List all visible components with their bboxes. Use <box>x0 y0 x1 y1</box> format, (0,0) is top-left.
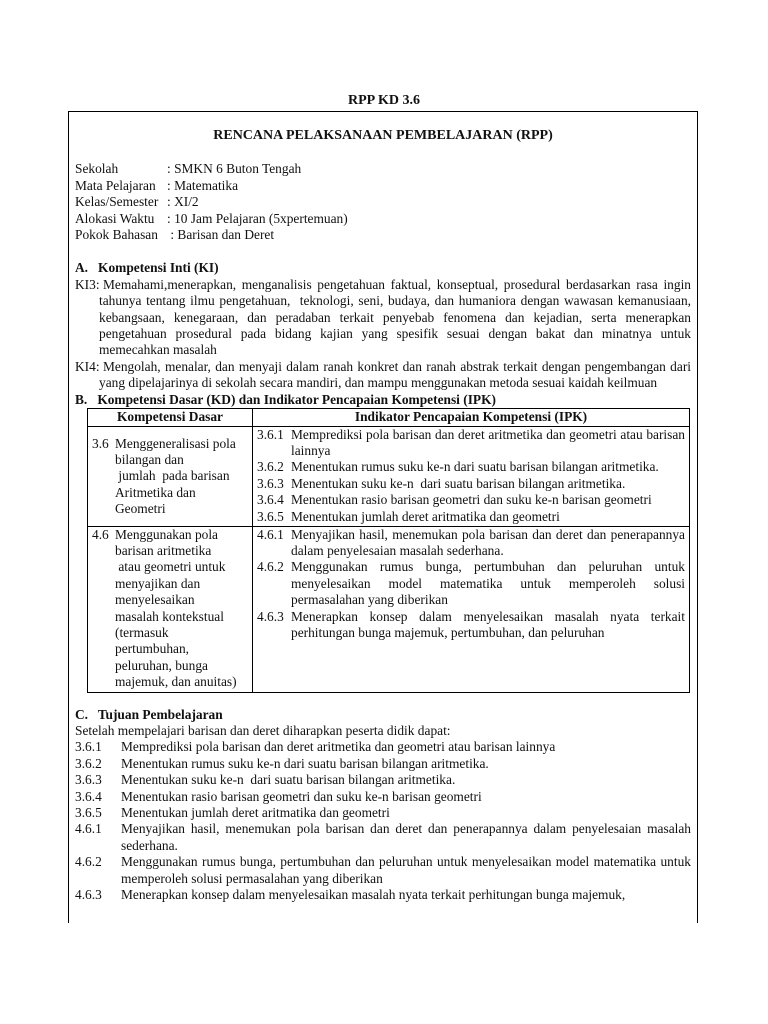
ki4-paragraph <box>75 359 691 392</box>
kd-line: majemuk, dan anuitas) <box>115 674 237 690</box>
ipk-item <box>257 559 685 608</box>
identity-value: : SMKN 6 Buton Tengah <box>167 161 302 177</box>
kd-item <box>92 527 248 691</box>
ipk-text: Menyajikan hasil, menemukan pola barisan dan deret dan penerapannya dalam penyelesaian masalah sederhana. <box>291 526 685 558</box>
identity-label: Pokok Bahasan <box>75 227 158 243</box>
identity-row-time <box>75 211 691 227</box>
ipk-number: 3.6.4 <box>257 492 284 508</box>
kd-line: Aritmetika dan <box>115 484 196 500</box>
document-title: RPP KD 3.6 <box>348 93 420 108</box>
ipk-text: Menentukan rumus suku ke-n dari suatu barisan bilangan aritmetika. <box>291 459 659 475</box>
kd-line: Menggunakan pola <box>115 526 219 542</box>
column-header-kd: Kompetensi Dasar <box>88 409 253 426</box>
table-row <box>88 526 690 692</box>
kd-line: atau geometri untuk <box>115 559 226 575</box>
kd-line: peluruhan, bunga <box>115 657 208 673</box>
ipk-number: 3.6.2 <box>257 459 284 475</box>
ipk-number: 3.6.1 <box>257 426 284 442</box>
table-row <box>88 426 690 526</box>
identity-row-class <box>75 194 691 210</box>
kd-cell <box>88 526 253 692</box>
tujuan-number: 4.6.1 <box>75 821 102 837</box>
ipk-text: Memprediksi pola barisan dan deret aritmetika dan geometri atau barisan lainnya <box>291 426 685 458</box>
ipk-item <box>257 609 685 642</box>
identity-label: Alokasi Waktu <box>75 210 155 226</box>
list-item <box>75 772 691 788</box>
identity-row-subject <box>75 178 691 194</box>
ki4-label: KI4: <box>75 358 100 374</box>
identity-block <box>75 161 691 243</box>
list-item <box>75 805 691 821</box>
tujuan-number: 3.6.3 <box>75 772 102 788</box>
kd-line: menyajikan dan <box>115 575 201 591</box>
ki3-paragraph <box>75 277 691 359</box>
kd-line: bilangan dan <box>115 451 184 467</box>
list-item <box>75 854 691 887</box>
ipk-number: 4.6.2 <box>257 559 284 575</box>
ipk-text: Menerapkan konsep dalam menyelesaikan masalah nyata terkait perhitungan bunga majemuk, pertumbuhan, dan peluruhan <box>291 608 685 640</box>
table-header-row <box>88 409 690 426</box>
ki3-label: KI3: <box>75 276 100 292</box>
tujuan-text: Menggunakan rumus bunga, pertumbuhan dan peluruhan untuk menyelesaikan model matematika untuk memperoleh solusi permasalahan yang diberikan <box>121 854 691 886</box>
kd-line: Menggeneralisasi pola <box>115 435 236 451</box>
tujuan-number: 3.6.5 <box>75 805 102 821</box>
kd-line: Geometri <box>115 501 166 517</box>
kd-line: masalah kontekstual <box>115 608 224 624</box>
kd-cell <box>88 426 253 526</box>
column-header-ipk: Indikator Pencapaian Kompetensi (IPK) <box>253 409 690 426</box>
list-item <box>75 756 691 772</box>
tujuan-text: Menerapkan konsep dalam menyelesaikan masalah nyata terkait perhitungan bunga majemuk, <box>121 887 626 903</box>
ipk-cell <box>253 426 690 526</box>
kd-line: (termasuk <box>115 624 169 640</box>
tujuan-number: 3.6.2 <box>75 755 102 771</box>
ipk-item <box>257 509 685 525</box>
identity-label: Kelas/Semester <box>75 194 159 210</box>
rpp-frame <box>68 111 698 923</box>
identity-value: : XI/2 <box>167 194 199 210</box>
list-item <box>75 789 691 805</box>
ki4-text: Mengolah, menalar, dan menyaji dalam ranah konkret dan ranah abstrak terkait dengan pengembangan dari yang dipelajarinya di sekolah secara mandiri, dan mampu menggunakan metoda sesuai kaidah keilmuan <box>99 358 691 391</box>
ipk-text: Menentukan jumlah deret aritmatika dan geometri <box>291 508 560 524</box>
kd-ipk-table <box>87 408 690 693</box>
tujuan-text: Memprediksi pola barisan dan deret aritmetika dan geometri atau barisan lainnya <box>121 739 556 755</box>
ipk-number: 3.6.5 <box>257 508 284 524</box>
section-a-heading: A. Kompetensi Inti (KI) <box>75 260 219 276</box>
rpp-heading: RENCANA PELAKSANAAN PEMBELAJARAN (RPP) <box>213 128 553 143</box>
kd-text <box>115 527 237 691</box>
list-item <box>75 739 691 755</box>
ipk-number: 3.6.3 <box>257 475 284 491</box>
tujuan-text: Menentukan jumlah deret aritmatika dan geometri <box>121 805 390 821</box>
ipk-number: 4.6.3 <box>257 608 284 624</box>
ki3-text: Memahami,menerapkan, menganalisis pengetahuan faktual, konseptual, prosedural berdasarkan rasa ingin tahunya tentang ilmu pengetahuan, teknologi, seni, budaya, dan humaniora dengan wawasan kemanusiaan, kebangsaan, kenegaraan, dan peradaban terkait penyebab fenomena dan kejadian, serta menerapkan pengetahuan prosedural pada bidang kajian yang spesifik sesuai dengan bakat dan minatnya untuk memecahkan masalah <box>99 276 691 358</box>
tujuan-number: 4.6.2 <box>75 854 102 870</box>
kd-text <box>115 436 236 518</box>
identity-value: : 10 Jam Pelajaran (5xpertemuan) <box>167 210 348 226</box>
ipk-cell <box>253 526 690 692</box>
ipk-text: Menentukan suku ke-n dari suatu barisan bilangan aritmetika. <box>291 475 626 491</box>
identity-label: Mata Pelajaran <box>75 177 156 193</box>
ipk-number: 4.6.1 <box>257 526 284 542</box>
kd-line: jumlah pada barisan <box>115 468 230 484</box>
identity-row-topic <box>75 227 691 243</box>
list-item <box>75 887 691 903</box>
tujuan-number: 3.6.1 <box>75 739 102 755</box>
list-item <box>75 821 691 854</box>
ipk-item <box>257 476 685 492</box>
kd-number: 3.6 <box>92 435 109 451</box>
ipk-item <box>257 427 685 460</box>
kd-line: barisan aritmetika <box>115 542 212 558</box>
ipk-text: Menggunakan rumus bunga, pertumbuhan dan peluruhan untuk menyelesaikan model matematika untuk memperoleh solusi permasalahan yang diberikan <box>291 559 685 608</box>
ipk-item <box>257 492 685 508</box>
section-c-heading: C. Tujuan Pembelajaran <box>75 706 223 722</box>
tujuan-text: Menentukan rasio barisan geometri dan suku ke-n barisan geometri <box>121 788 482 804</box>
tujuan-number: 4.6.3 <box>75 887 102 903</box>
ipk-item <box>257 459 685 475</box>
kd-item <box>92 436 248 518</box>
kd-number: 4.6 <box>92 526 109 542</box>
section-b-heading: B. Kompetensi Dasar (KD) dan Indikator Pencapaian Kompetensi (IPK) <box>75 391 496 407</box>
identity-row-school <box>75 161 691 177</box>
ipk-text: Menentukan rasio barisan geometri dan suku ke-n barisan geometri <box>291 492 652 508</box>
identity-value: : Matematika <box>167 177 239 193</box>
tujuan-number: 3.6.4 <box>75 788 102 804</box>
tujuan-text: Menentukan suku ke-n dari suatu barisan bilangan aritmetika. <box>121 772 456 788</box>
tujuan-text: Menyajikan hasil, menemukan pola barisan dan deret dan penerapannya dalam penyelesaian masalah sederhana. <box>121 821 691 853</box>
identity-label: Sekolah <box>75 161 119 177</box>
tujuan-intro: Setelah mempelajari barisan dan deret diharapkan peserta didik dapat: <box>75 723 451 738</box>
tujuan-text: Menentukan rumus suku ke-n dari suatu barisan bilangan aritmetika. <box>121 755 489 771</box>
ipk-item <box>257 527 685 560</box>
tujuan-list <box>75 739 691 903</box>
identity-value: : Barisan dan Deret <box>167 227 275 243</box>
kd-line: pertumbuhan, <box>115 641 190 657</box>
kd-line: menyelesaikan <box>115 592 195 608</box>
